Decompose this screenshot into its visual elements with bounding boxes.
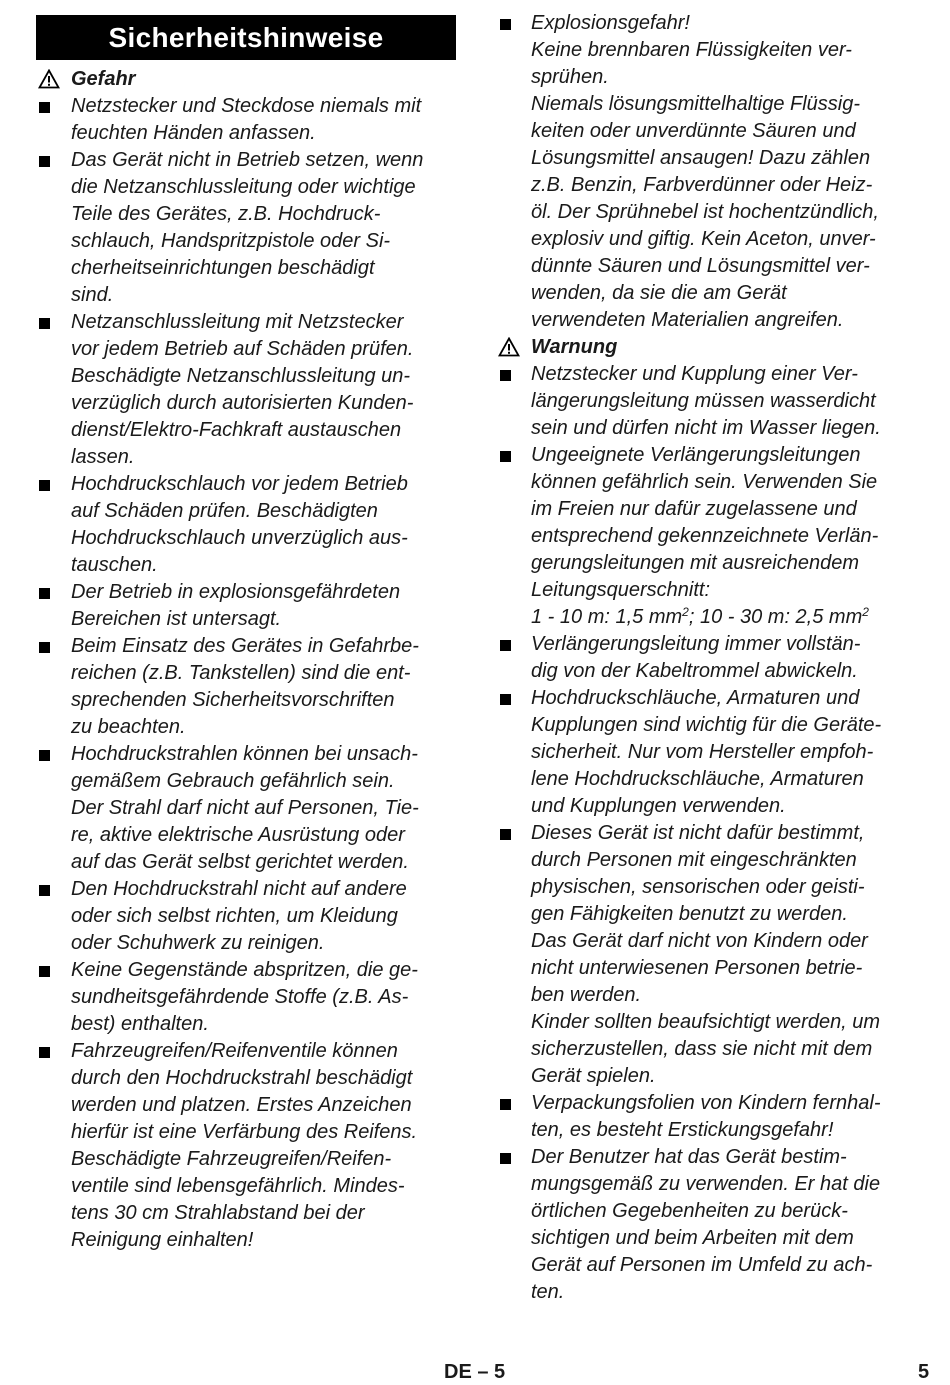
section-title: Sicherheitshinweise xyxy=(36,15,456,60)
item-line: auf Schäden prüfen. Beschädigten xyxy=(71,500,378,522)
item-line: Beschädigte Fahrzeugreifen/Reifen- xyxy=(71,1148,392,1170)
item-line: Den Hochdruckstrahl nicht auf andere xyxy=(71,878,407,900)
item-line: gen Fähigkeiten benutzt zu werden. xyxy=(531,903,848,925)
safety-item xyxy=(496,361,921,442)
item-line: Dieses Gerät ist nicht dafür bestimmt, xyxy=(531,822,865,844)
item-line: entsprechend gekennzeichnete Verlän- xyxy=(531,525,879,547)
item-line: feuchten Händen anfassen. xyxy=(71,122,316,144)
item-line: örtlichen Gegebenheiten zu berück- xyxy=(531,1200,848,1222)
warning-triangle-icon xyxy=(498,337,520,357)
item-line: Keine brennbaren Flüssigkeiten ver- xyxy=(531,39,852,61)
item-line: dünnte Säuren und Lösungsmittel ver- xyxy=(531,255,870,277)
item-line: gemäßem Gebrauch gefährlich sein. xyxy=(71,770,395,792)
bullet-square-icon xyxy=(39,750,50,761)
section-heading xyxy=(496,334,921,361)
item-line: ten, es besteht Erstickungsgefahr! xyxy=(531,1119,834,1141)
item-line: re, aktive elektrische Ausrüstung oder xyxy=(71,824,405,846)
safety-item xyxy=(496,820,921,1090)
safety-item xyxy=(36,93,456,147)
item-line: Hochdruckstrahlen können bei unsach- xyxy=(71,743,418,765)
item-line: sicherzustellen, dass sie nicht mit dem xyxy=(531,1038,873,1060)
bullet-square-icon xyxy=(39,318,50,329)
item-line: ben werden. xyxy=(531,984,642,1006)
item-line: reichen (z.B. Tankstellen) sind die ent- xyxy=(71,662,411,684)
right-column-body xyxy=(496,10,921,1306)
item-line: Verlängerungsleitung immer vollstän- xyxy=(531,633,861,655)
safety-item xyxy=(36,309,456,471)
bullet-square-icon xyxy=(500,370,511,381)
item-line: vor jedem Betrieb auf Schäden prüfen. xyxy=(71,338,414,360)
item-line: sprechenden Sicherheitsvorschriften xyxy=(71,689,395,711)
footer-page-code: DE – 5 xyxy=(444,1361,506,1383)
bullet-square-icon xyxy=(500,1153,511,1164)
item-line: oder Schuhwerk zu reinigen. xyxy=(71,932,325,954)
item-line: hierfür ist eine Verfärbung des Reifens. xyxy=(71,1121,418,1143)
safety-item xyxy=(36,147,456,309)
safety-item xyxy=(36,876,456,957)
item-line: Netzstecker und Kupplung einer Ver- xyxy=(531,363,858,385)
item-line: wenden, da sie die am Gerät xyxy=(531,282,787,304)
item-line: cherheitseinrichtungen beschädigt xyxy=(71,257,375,279)
item-line: Kinder sollten beaufsichtigt werden, um xyxy=(531,1011,881,1033)
safety-item xyxy=(36,957,456,1038)
item-line: gerungsleitungen mit ausreichendem xyxy=(531,552,859,574)
item-line: z.B. Benzin, Farbverdünner oder Heiz- xyxy=(531,174,873,196)
item-line: sind. xyxy=(71,284,114,306)
safety-item xyxy=(496,1144,921,1306)
item-line: können gefährlich sein. Verwenden Sie xyxy=(531,471,878,493)
bullet-square-icon xyxy=(39,156,50,167)
safety-item xyxy=(36,471,456,579)
item-line: Der Strahl darf nicht auf Personen, Tie- xyxy=(71,797,419,819)
safety-item xyxy=(496,10,921,334)
bullet-square-icon xyxy=(39,885,50,896)
item-line: Ungeeignete Verlängerungsleitungen xyxy=(531,444,861,466)
item-line: oder sich selbst richten, um Kleidung xyxy=(71,905,398,927)
bullet-square-icon xyxy=(39,966,50,977)
item-line: sicherheit. Nur vom Hersteller empfoh- xyxy=(531,741,874,763)
item-line: lassen. xyxy=(71,446,135,468)
item-line: zu beachten. xyxy=(71,716,186,738)
bullet-square-icon xyxy=(39,102,50,113)
footer-page-number: 5 xyxy=(918,1361,930,1383)
bullet-square-icon xyxy=(39,1047,50,1058)
item-line: längerungsleitung müssen wasserdicht xyxy=(531,390,876,412)
item-line: nicht unterwiesenen Personen betrie- xyxy=(531,957,863,979)
item-line: Gerät auf Personen im Umfeld zu ach- xyxy=(531,1254,873,1276)
bullet-square-icon xyxy=(500,640,511,651)
item-line: Hochdruckschlauch vor jedem Betrieb xyxy=(71,473,408,495)
item-line: Teile des Gerätes, z.B. Hochdruck- xyxy=(71,203,381,225)
item-line: Beim Einsatz des Gerätes in Gefahrbe- xyxy=(71,635,419,657)
safety-item xyxy=(496,1090,921,1144)
item-line: sundheitsgefährdende Stoffe (z.B. As- xyxy=(71,986,409,1008)
item-line: auf das Gerät selbst gerichtet werden. xyxy=(71,851,409,873)
bullet-square-icon xyxy=(500,1099,511,1110)
item-line: verzüglich durch autorisierten Kunden- xyxy=(71,392,414,414)
item-line: Netzstecker und Steckdose niemals mit xyxy=(71,95,422,117)
item-line: Explosionsgefahr! xyxy=(531,12,690,34)
cable-spec-line xyxy=(531,604,921,631)
cable-spec-text: 1 - 10 m: 1,5 mm xyxy=(531,606,683,628)
item-line: sichtigen und beim Arbeiten mit dem xyxy=(531,1227,854,1249)
bullet-square-icon xyxy=(39,642,50,653)
left-column xyxy=(36,0,456,1254)
item-line: lene Hochdruckschläuche, Armaturen xyxy=(531,768,864,790)
item-line: durch den Hochdruckstrahl beschädigt xyxy=(71,1067,413,1089)
item-line: Kupplungen sind wichtig für die Geräte- xyxy=(531,714,882,736)
safety-item xyxy=(496,685,921,820)
superscript: 2 xyxy=(682,605,689,619)
bullet-square-icon xyxy=(39,480,50,491)
heading-text: Gefahr xyxy=(71,68,136,90)
item-line: tauschen. xyxy=(71,554,158,576)
item-line: die Netzanschlussleitung oder wichtige xyxy=(71,176,416,198)
cable-spec-text: ; 10 - 30 m: 2,5 mm xyxy=(688,606,863,628)
item-line: Hochdruckschlauch unverzüglich aus- xyxy=(71,527,408,549)
item-line: Der Benutzer hat das Gerät bestim- xyxy=(531,1146,847,1168)
safety-item xyxy=(496,631,921,685)
item-line: best) enthalten. xyxy=(71,1013,209,1035)
heading-text: Warnung xyxy=(531,336,618,358)
item-line: Fahrzeugreifen/Reifenventile können xyxy=(71,1040,398,1062)
item-line: Beschädigte Netzanschlussleitung un- xyxy=(71,365,411,387)
item-line: mungsgemäß zu verwenden. Er hat die xyxy=(531,1173,881,1195)
bullet-square-icon xyxy=(500,451,511,462)
bullet-square-icon xyxy=(500,829,511,840)
item-line: Keine Gegenstände abspritzen, die ge- xyxy=(71,959,418,981)
item-line: Niemals lösungsmittelhaltige Flüssig- xyxy=(531,93,861,115)
item-line: Hochdruckschläuche, Armaturen und xyxy=(531,687,860,709)
item-line: ventile sind lebensgefährlich. Mindes- xyxy=(71,1175,405,1197)
bullet-square-icon xyxy=(500,19,511,30)
item-line: Das Gerät nicht in Betrieb setzen, wenn xyxy=(71,149,424,171)
item-line: dig von der Kabeltrommel abwickeln. xyxy=(531,660,858,682)
item-line: Leitungsquerschnitt: xyxy=(531,579,711,601)
item-line: Bereichen ist untersagt. xyxy=(71,608,282,630)
item-line: sprühen. xyxy=(531,66,609,88)
item-line: im Freien nur dafür zugelassene und xyxy=(531,498,857,520)
item-line: Der Betrieb in explosionsgefährdeten xyxy=(71,581,401,603)
safety-item xyxy=(496,442,921,631)
item-line: Reinigung einhalten! xyxy=(71,1229,254,1251)
item-line: Lösungsmittel ansaugen! Dazu zählen xyxy=(531,147,871,169)
item-line: werden und platzen. Erstes Anzeichen xyxy=(71,1094,412,1116)
item-line: physischen, sensorischen oder geisti- xyxy=(531,876,865,898)
item-line: und Kupplungen verwenden. xyxy=(531,795,786,817)
item-line: sein und dürfen nicht im Wasser liegen. xyxy=(531,417,881,439)
item-line: durch Personen mit eingeschränkten xyxy=(531,849,857,871)
item-line: schlauch, Handspritzpistole oder Si- xyxy=(71,230,391,252)
warning-triangle-icon xyxy=(38,69,60,89)
item-line: Netzanschlussleitung mit Netzstecker xyxy=(71,311,404,333)
section-heading xyxy=(36,66,456,93)
item-line: öl. Der Sprühnebel ist hochentzündlich, xyxy=(531,201,879,223)
item-line: verwendeten Materialien angreifen. xyxy=(531,309,844,331)
item-line: ten. xyxy=(531,1281,565,1303)
left-column-body xyxy=(36,66,456,1254)
item-line: Gerät spielen. xyxy=(531,1065,656,1087)
item-line: keiten oder unverdünnte Säuren und xyxy=(531,120,856,142)
safety-item xyxy=(36,741,456,876)
safety-item xyxy=(36,579,456,633)
bullet-square-icon xyxy=(39,588,50,599)
bullet-square-icon xyxy=(500,694,511,705)
safety-item xyxy=(36,633,456,741)
superscript: 2 xyxy=(862,605,869,619)
right-column xyxy=(496,0,921,1306)
item-line: tens 30 cm Strahlabstand bei der xyxy=(71,1202,365,1224)
item-line: Das Gerät darf nicht von Kindern oder xyxy=(531,930,868,952)
item-line: explosiv und giftig. Kein Aceton, unver- xyxy=(531,228,876,250)
item-line: Verpackungsfolien von Kindern fernhal- xyxy=(531,1092,881,1114)
safety-item xyxy=(36,1038,456,1254)
item-line: dienst/Elektro-Fachkraft austauschen xyxy=(71,419,402,441)
